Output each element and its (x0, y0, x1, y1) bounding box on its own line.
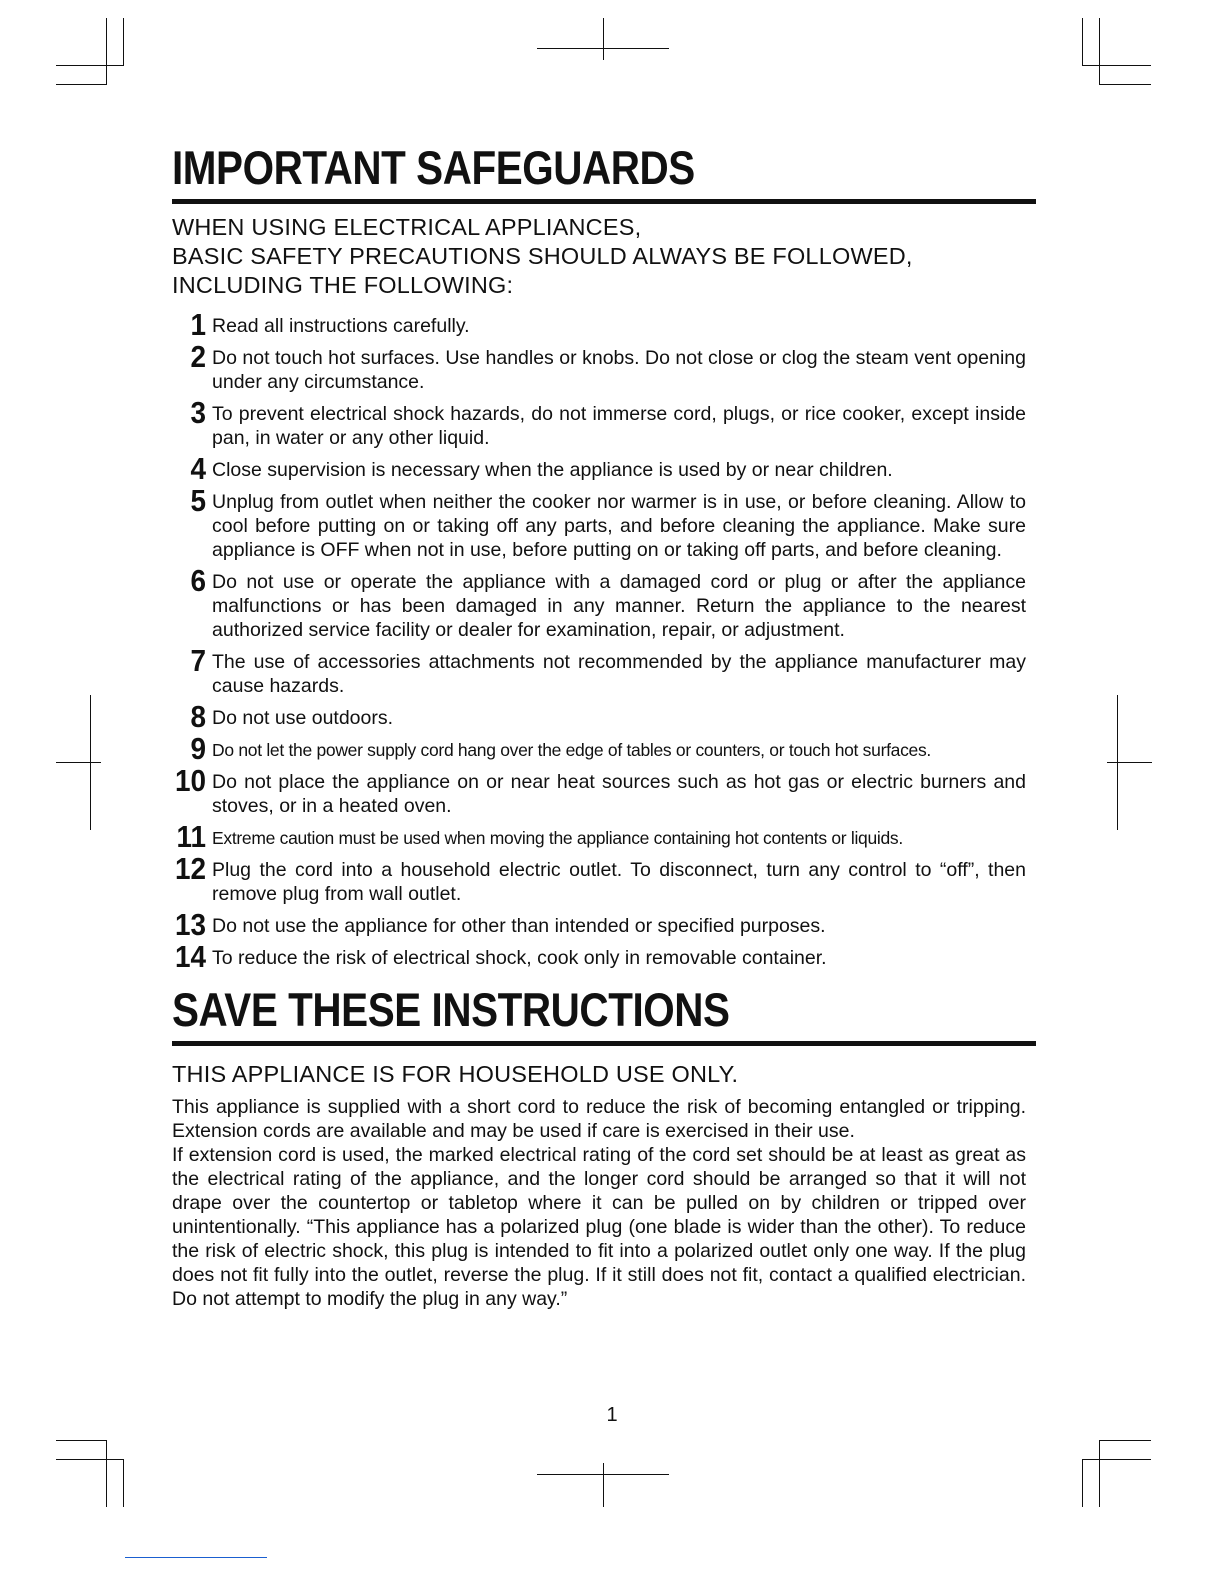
item-number: 7 (190, 643, 206, 678)
item-number: 6 (190, 563, 206, 598)
safeguard-list (172, 307, 1026, 974)
crop-mark-line (1082, 1459, 1151, 1460)
household-use-subheading: THIS APPLIANCE IS FOR HOUSEHOLD USE ONLY. (172, 1061, 739, 1087)
crop-mark-line (106, 1440, 107, 1507)
title-rule (172, 199, 1036, 204)
registration-mark-line (603, 1463, 604, 1507)
page-number: 1 (606, 1404, 618, 1426)
crop-mark-line (56, 65, 124, 66)
item-number: 2 (190, 339, 206, 374)
list-item (172, 395, 1026, 450)
item-number: 13 (174, 907, 206, 942)
page-title: IMPORTANT SAFEGUARDS (172, 141, 695, 194)
item-number: 9 (190, 731, 206, 766)
item-number: 11 (176, 819, 206, 854)
list-item (172, 819, 1026, 854)
item-number: 14 (174, 939, 206, 974)
item-text: The use of accessories attachments not recommended by the appliance manufacturer may cause hazards. (212, 651, 1026, 697)
list-item (172, 643, 1026, 698)
item-text: Read all instructions carefully. (212, 315, 470, 337)
extension-cord-paragraph: If extension cord is used, the marked electrical rating of the cord set should be at least as great as the electrical rating of the appliance, and the longer cord should be arranged so that it will not drape over the countertop or tabletop where it can be pulled on by children or tripped over unintentionally. “This appliance has a polarized plug (one blade is wider than the other). To reduce the risk of electric shock, this plug is intended to fit into a polarized outlet only one way. If the plug does not fit fully into the outlet, reverse the plug. If it still does not fit, contact a qualified electrician. Do not attempt to modify the plug in any way.” (172, 1144, 1026, 1310)
item-number: 12 (174, 851, 206, 886)
item-number: 5 (190, 483, 206, 518)
item-text: To reduce the risk of electrical shock, cook only in removable container. (212, 947, 827, 969)
link-underline (125, 1557, 267, 1558)
cord-paragraph: This appliance is supplied with a short cord to reduce the risk of becoming entangled or tripping. Extension cords are available and may be used if care is exercised in their use. (172, 1096, 1026, 1142)
item-number: 1 (190, 307, 206, 342)
list-item (172, 763, 1026, 818)
item-text: Do not use outdoors. (212, 707, 394, 729)
crop-mark-line (56, 1459, 124, 1460)
item-number: 4 (190, 451, 206, 486)
registration-mark-line (56, 762, 101, 763)
list-item (172, 307, 1026, 342)
list-item (172, 851, 1026, 906)
title-rule (172, 1041, 1036, 1046)
crop-mark-line (106, 18, 107, 85)
crop-mark-line (1099, 1440, 1151, 1441)
save-instructions-title: SAVE THESE INSTRUCTIONS (172, 983, 730, 1036)
item-text: Do not let the power supply cord hang over the edge of tables or counters, or touch hot surfaces. (212, 740, 931, 760)
item-text: Do not touch hot surfaces. Use handles or knobs. Do not close or clog the steam vent opening under any circumstance. (212, 347, 1026, 393)
crop-mark-line (1082, 18, 1083, 65)
crop-mark-line (1099, 18, 1100, 85)
item-text: Do not place the appliance on or near heat sources such as hot gas or electric burners and stoves, or in a heated oven. (212, 771, 1026, 817)
item-number: 10 (174, 763, 206, 798)
item-text: Do not use the appliance for other than intended or specified purposes. (212, 915, 826, 937)
crop-mark-line (56, 84, 107, 85)
list-item (172, 907, 1026, 942)
registration-mark-line (1107, 762, 1152, 763)
document-body (172, 138, 1026, 1311)
item-text: Plug the cord into a household electric outlet. To disconnect, turn any control to “off”, then remove plug from wall outlet. (212, 859, 1026, 905)
list-item (172, 939, 1026, 974)
subheading-line: WHEN USING ELECTRICAL APPLIANCES, (172, 214, 642, 240)
registration-mark-line (90, 695, 91, 830)
crop-mark-line (123, 18, 124, 65)
list-item (172, 563, 1026, 642)
registration-mark-line (603, 18, 604, 60)
item-text: Close supervision is necessary when the appliance is used by or near children. (212, 459, 893, 481)
item-text: Do not use or operate the appliance with a damaged cord or plug or after the appliance malfunctions or has been damaged in any manner. Return the appliance to the nearest authorized service facility or dealer for examination, repair, or adjustment. (212, 571, 1026, 641)
precautions-subheading (172, 213, 1026, 300)
list-item (172, 451, 1026, 486)
item-number: 8 (190, 699, 206, 734)
registration-mark-line (1117, 695, 1118, 830)
list-item (172, 699, 1026, 734)
crop-mark-line (1099, 1440, 1100, 1507)
crop-mark-line (56, 1440, 107, 1441)
item-number: 3 (190, 395, 206, 430)
subheading-line: INCLUDING THE FOLLOWING: (172, 272, 514, 298)
crop-mark-line (1082, 65, 1151, 66)
crop-mark-line (123, 1460, 124, 1507)
item-text: To prevent electrical shock hazards, do not immerse cord, plugs, or rice cooker, except inside pan, in water or any other liquid. (212, 403, 1026, 449)
list-item (172, 339, 1026, 394)
list-item (172, 731, 1026, 766)
subheading-line: BASIC SAFETY PRECAUTIONS SHOULD ALWAYS BE FOLLOWED, (172, 243, 913, 269)
item-text: Extreme caution must be used when moving the appliance containing hot contents or liquids. (212, 828, 903, 848)
crop-mark-line (1099, 84, 1151, 85)
crop-mark-line (1082, 1460, 1083, 1507)
item-text: Unplug from outlet when neither the cooker nor warmer is in use, or before cleaning. Allow to cool before putting on or taking off any parts, and before cleaning the appliance. Make sure appliance is OFF when not in use, before putting on or taking off parts, and before cleaning. (212, 491, 1026, 561)
list-item (172, 483, 1026, 562)
